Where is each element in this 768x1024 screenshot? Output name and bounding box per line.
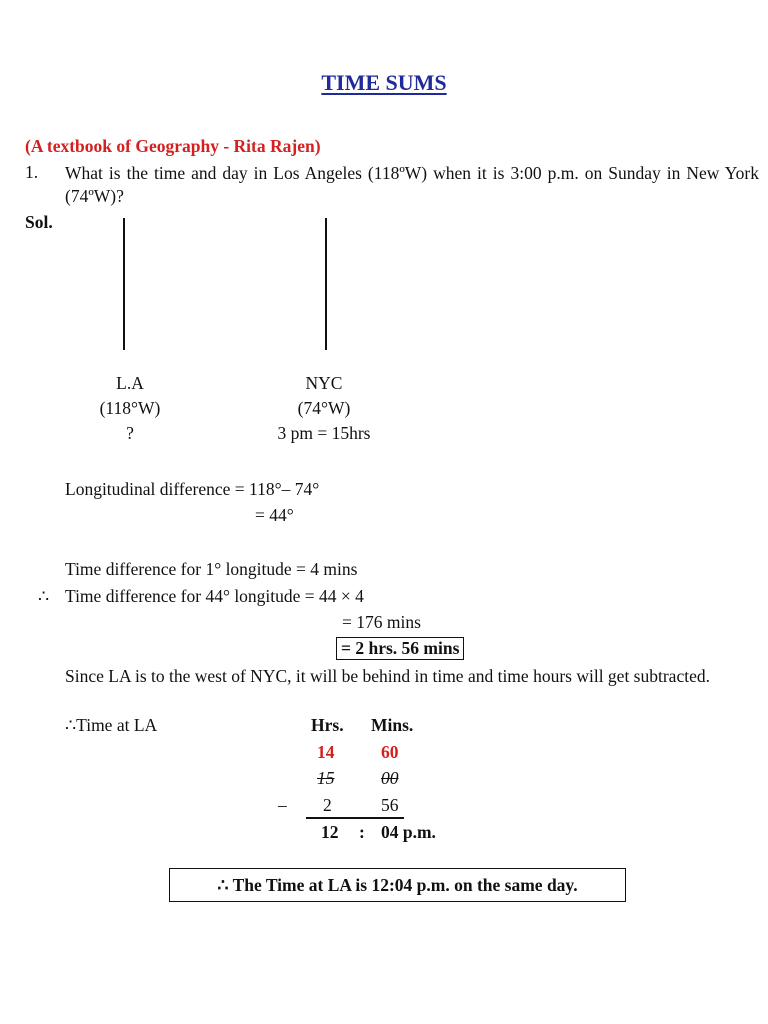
question-number: 1. [25, 162, 39, 182]
nyc-longitude: (74°W) [297, 398, 351, 418]
time-diff-boxed: = 2 hrs. 56 mins [336, 637, 464, 660]
hrs-header: Hrs. [311, 715, 344, 735]
la-name: L.A [116, 373, 144, 393]
page-title: TIME SUMS [321, 70, 447, 95]
subtraction-line [306, 817, 404, 819]
therefore-symbol: ∴ [38, 586, 50, 606]
la-time: ? [126, 423, 134, 443]
time-diff-line2: Time difference for 44° longitude = 44 × 4 [65, 586, 364, 606]
la-longitude: (118°W) [99, 398, 161, 418]
longitude-diff-line2: = 44° [255, 505, 294, 525]
orig-hrs-struck: 15 [317, 768, 335, 788]
result-colon: : [359, 822, 365, 842]
solution-label: Sol. [25, 212, 53, 232]
nyc-name: NYC [305, 373, 343, 393]
borrow-hrs: 14 [317, 742, 335, 762]
time-at-la-label: ∴Time at LA [65, 715, 158, 735]
nyc-time: 3 pm = 15hrs [277, 423, 371, 443]
time-diff-line3: = 176 mins [342, 612, 421, 632]
time-diff-line1: Time difference for 1° longitude = 4 mins [65, 559, 358, 579]
sub-hrs: 2 [323, 795, 332, 815]
final-answer-box: ∴ The Time at LA is 12:04 p.m. on the same day. [169, 868, 626, 902]
orig-mins-struck: 00 [381, 768, 399, 788]
question-text: What is the time and day in Los Angeles (118ºW) when it is 3:00 p.m. on Sunday in New York (74ºW)? [65, 163, 759, 206]
sub-mins: 56 [381, 795, 399, 815]
minus-sign: – [278, 795, 287, 815]
result-hrs: 12 [321, 822, 339, 842]
explanation-text: Since LA is to the west of NYC, it will be behind in time and time hours will get subtracted. [65, 666, 710, 686]
nyc-meridian-line [325, 218, 327, 350]
mins-header: Mins. [371, 715, 414, 735]
result-mins: 04 p.m. [381, 822, 436, 842]
longitude-diff-line1: Longitudinal difference = 118°– 74° [65, 479, 320, 499]
source-citation: (A textbook of Geography - Rita Rajen) [25, 136, 321, 156]
la-meridian-line [123, 218, 125, 350]
borrow-mins: 60 [381, 742, 399, 762]
